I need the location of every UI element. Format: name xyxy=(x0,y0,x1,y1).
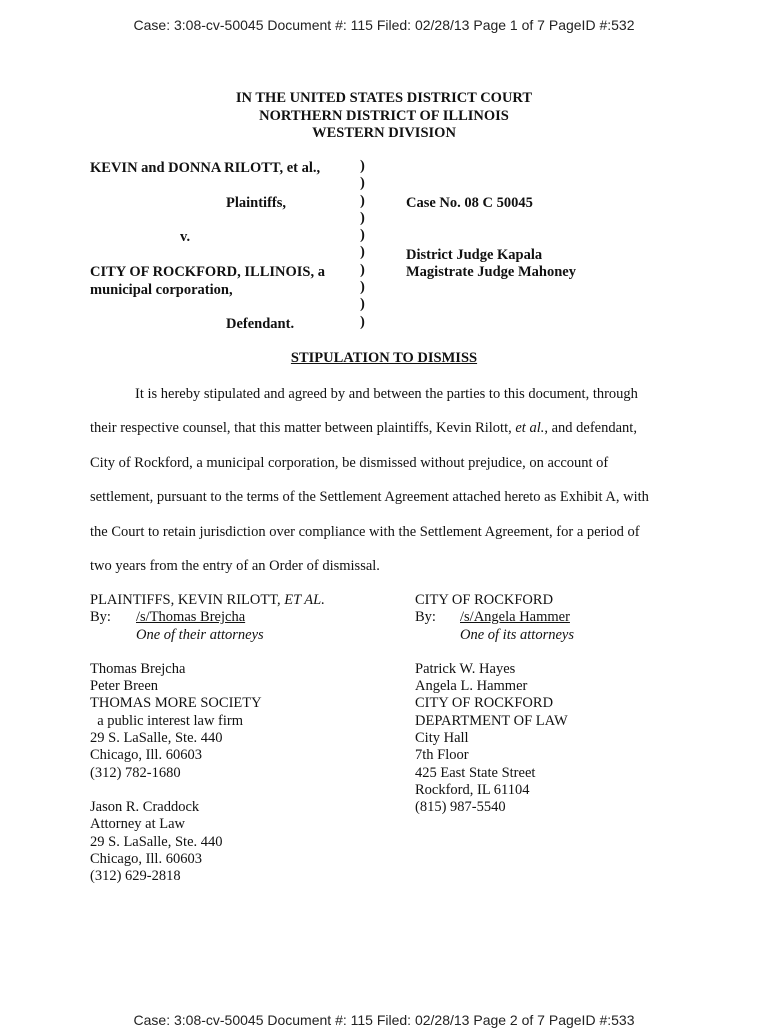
versus: v. xyxy=(180,229,191,245)
plaintiffs-counsel-line: Attorney at Law xyxy=(90,816,186,833)
defendant-name: CITY OF ROCKFORD, ILLINOIS, a xyxy=(90,264,325,280)
plaintiffs-signature-block xyxy=(90,592,325,885)
body-line: the Court to retain jurisdiction over compliance with the Settlement Agreement, for a period of xyxy=(90,524,640,540)
plaintiffs-counsel-line: 29 S. LaSalle, Ste. 440 xyxy=(90,833,223,850)
defendant-signature-line: By: /s/Angela Hammer xyxy=(415,609,570,626)
page-header: Case: 3:08-cv-50045 Document #: 115 Filed: 02/28/13 Page 1 of 7 PageID #:532 xyxy=(133,17,635,33)
defendant-counsel-line: CITY OF ROCKFORD xyxy=(415,695,554,712)
plaintiffs-counsel-line: Peter Breen xyxy=(90,678,159,695)
defendant-signature: /s/Angela Hammer xyxy=(460,609,570,626)
court-district: NORTHERN DISTRICT OF ILLINOIS xyxy=(259,108,509,124)
plaintiffs-counsel-line: THOMAS MORE SOCIETY xyxy=(90,695,262,712)
plaintiffs-party-label: PLAINTIFFS, KEVIN RILOTT, ET AL. xyxy=(90,592,325,608)
plaintiffs-counsel-line: Thomas Brejcha xyxy=(90,660,186,677)
defendant-attorney-role: One of its attorneys xyxy=(460,626,574,643)
plaintiffs-counsel-line: (312) 782-1680 xyxy=(90,764,181,781)
plaintiffs-attorney-role: One of their attorneys xyxy=(136,626,264,643)
district-judge: District Judge Kapala xyxy=(406,247,543,263)
caption-parentheses: ) ) ) ) ) ) ) ) ) ) xyxy=(360,158,365,330)
next-page-header: Case: 3:08-cv-50045 Document #: 115 Filed: 02/28/13 Page 2 of 7 PageID #:533 xyxy=(133,1012,635,1028)
defendant-counsel-line: Rockford, IL 61104 xyxy=(415,781,530,798)
plaintiffs-counsel-line: (312) 629-2818 xyxy=(90,868,181,885)
body-line: two years from the entry of an Order of dismissal. xyxy=(90,558,380,574)
body-line: settlement, pursuant to the terms of the Settlement Agreement attached hereto as Exhibit A, with xyxy=(90,489,649,505)
plaintiffs-counsel-line: a public interest law firm xyxy=(90,712,244,729)
defendant-counsel-line: Patrick W. Hayes xyxy=(415,660,516,677)
defendant-party-label: CITY OF ROCKFORD xyxy=(415,592,554,608)
defendant-counsel-line: Angela L. Hammer xyxy=(415,678,528,695)
court-division: WESTERN DIVISION xyxy=(312,125,456,141)
defendant-role: Defendant. xyxy=(226,316,295,332)
plaintiffs-counsel-line: Chicago, Ill. 60603 xyxy=(90,850,202,867)
defendant-counsel-line: City Hall xyxy=(415,730,469,747)
court-name: IN THE UNITED STATES DISTRICT COURT xyxy=(235,90,533,106)
defendant-counsel-line: (815) 987-5540 xyxy=(415,799,506,816)
defendant-counsel-line: 425 East State Street xyxy=(415,764,536,781)
body-line: It is hereby stipulated and agreed by and between the parties to this document, through xyxy=(135,386,638,402)
plaintiffs-counsel-line: Chicago, Ill. 60603 xyxy=(90,747,202,764)
plaintiffs-counsel-line: 29 S. LaSalle, Ste. 440 xyxy=(90,730,223,747)
magistrate-judge: Magistrate Judge Mahoney xyxy=(406,264,576,280)
plaintiffs-names: KEVIN and DONNA RILOTT, et al., xyxy=(90,160,321,176)
defendant-description: municipal corporation, xyxy=(90,282,233,298)
plaintiffs-signature: /s/Thomas Brejcha xyxy=(136,609,246,626)
plaintiffs-counsel-line: Jason R. Craddock xyxy=(90,798,200,815)
body-line: their respective counsel, that this matter between plaintiffs, Kevin Rilott, et al., and defendant, xyxy=(90,420,637,436)
defendant-signature-block xyxy=(415,592,574,817)
defendant-counsel-line: DEPARTMENT OF LAW xyxy=(415,712,568,729)
body-line: City of Rockford, a municipal corporation, be dismissed without prejudice, on account of xyxy=(90,455,609,471)
defendant-counsel-line: 7th Floor xyxy=(415,747,469,764)
plaintiffs-role: Plaintiffs, xyxy=(226,195,287,211)
case-number: Case No. 08 C 50045 xyxy=(406,195,533,211)
plaintiffs-signature-line: By: /s/Thomas Brejcha xyxy=(90,609,246,626)
document-title: STIPULATION TO DISMISS xyxy=(290,350,478,366)
